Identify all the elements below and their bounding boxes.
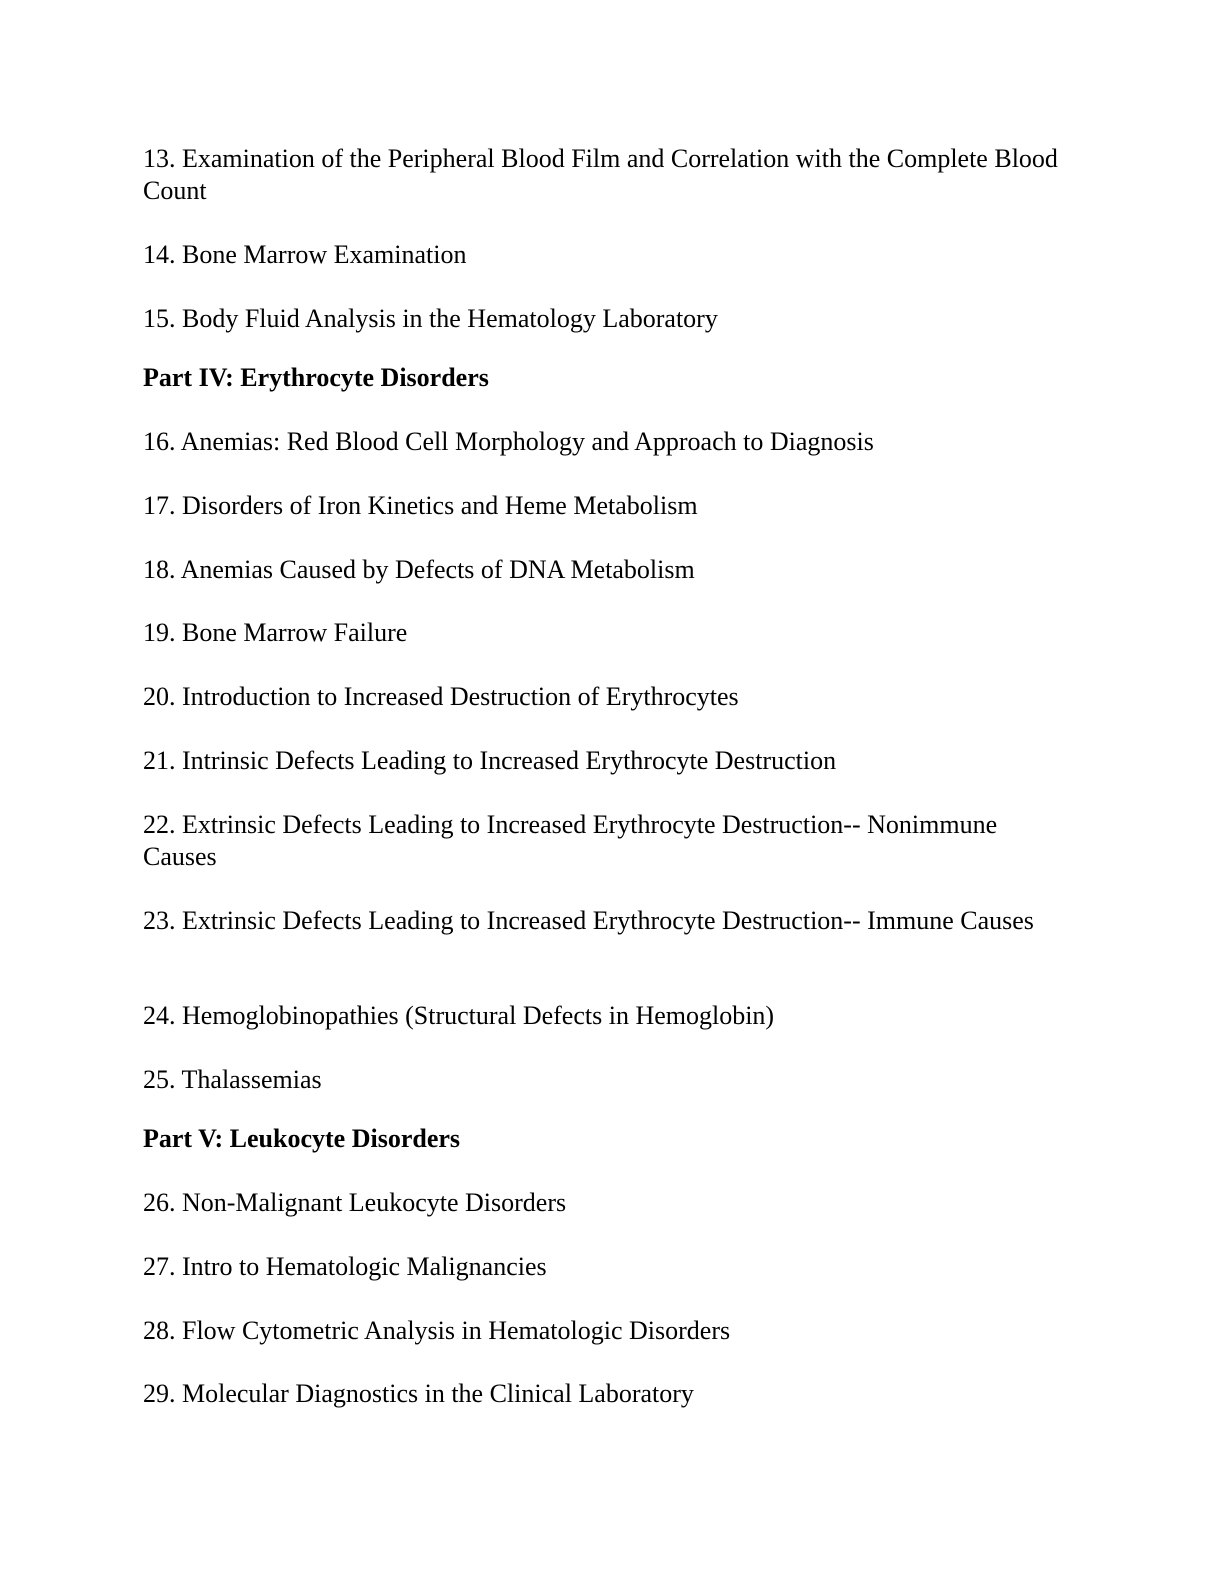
chapter-22: 22. Extrinsic Defects Leading to Increased Erythrocyte Destruction-- Nonimmune Causes	[143, 810, 998, 871]
chapter-21: 21. Intrinsic Defects Leading to Increased Erythrocyte Destruction	[143, 746, 837, 775]
part-iv-heading: Part IV: Erythrocyte Disorders	[143, 363, 489, 392]
chapter-26: 26. Non-Malignant Leukocyte Disorders	[143, 1188, 567, 1217]
chapter-13: 13. Examination of the Peripheral Blood Film and Correlation with the Complete Blood Count	[143, 144, 1058, 205]
chapter-29: 29. Molecular Diagnostics in the Clinical Laboratory	[143, 1379, 694, 1408]
chapter-28: 28. Flow Cytometric Analysis in Hematologic Disorders	[143, 1316, 731, 1345]
chapter-17: 17. Disorders of Iron Kinetics and Heme Metabolism	[143, 491, 698, 520]
chapter-24: 24. Hemoglobinopathies (Structural Defects in Hemoglobin)	[143, 1001, 775, 1030]
chapter-19: 19. Bone Marrow Failure	[143, 618, 408, 647]
chapter-27: 27. Intro to Hematologic Malignancies	[143, 1252, 547, 1281]
chapter-23: 23. Extrinsic Defects Leading to Increased Erythrocyte Destruction-- Immune Causes	[143, 906, 1034, 935]
chapter-16: 16. Anemias: Red Blood Cell Morphology and Approach to Diagnosis	[143, 427, 874, 456]
part-v-heading: Part V: Leukocyte Disorders	[143, 1124, 461, 1153]
chapter-20: 20. Introduction to Increased Destruction of Erythrocytes	[143, 682, 739, 711]
chapter-15: 15. Body Fluid Analysis in the Hematology Laboratory	[143, 304, 718, 333]
chapter-18: 18. Anemias Caused by Defects of DNA Metabolism	[143, 555, 695, 584]
chapter-14: 14. Bone Marrow Examination	[143, 240, 467, 269]
chapter-25: 25. Thalassemias	[143, 1065, 322, 1094]
